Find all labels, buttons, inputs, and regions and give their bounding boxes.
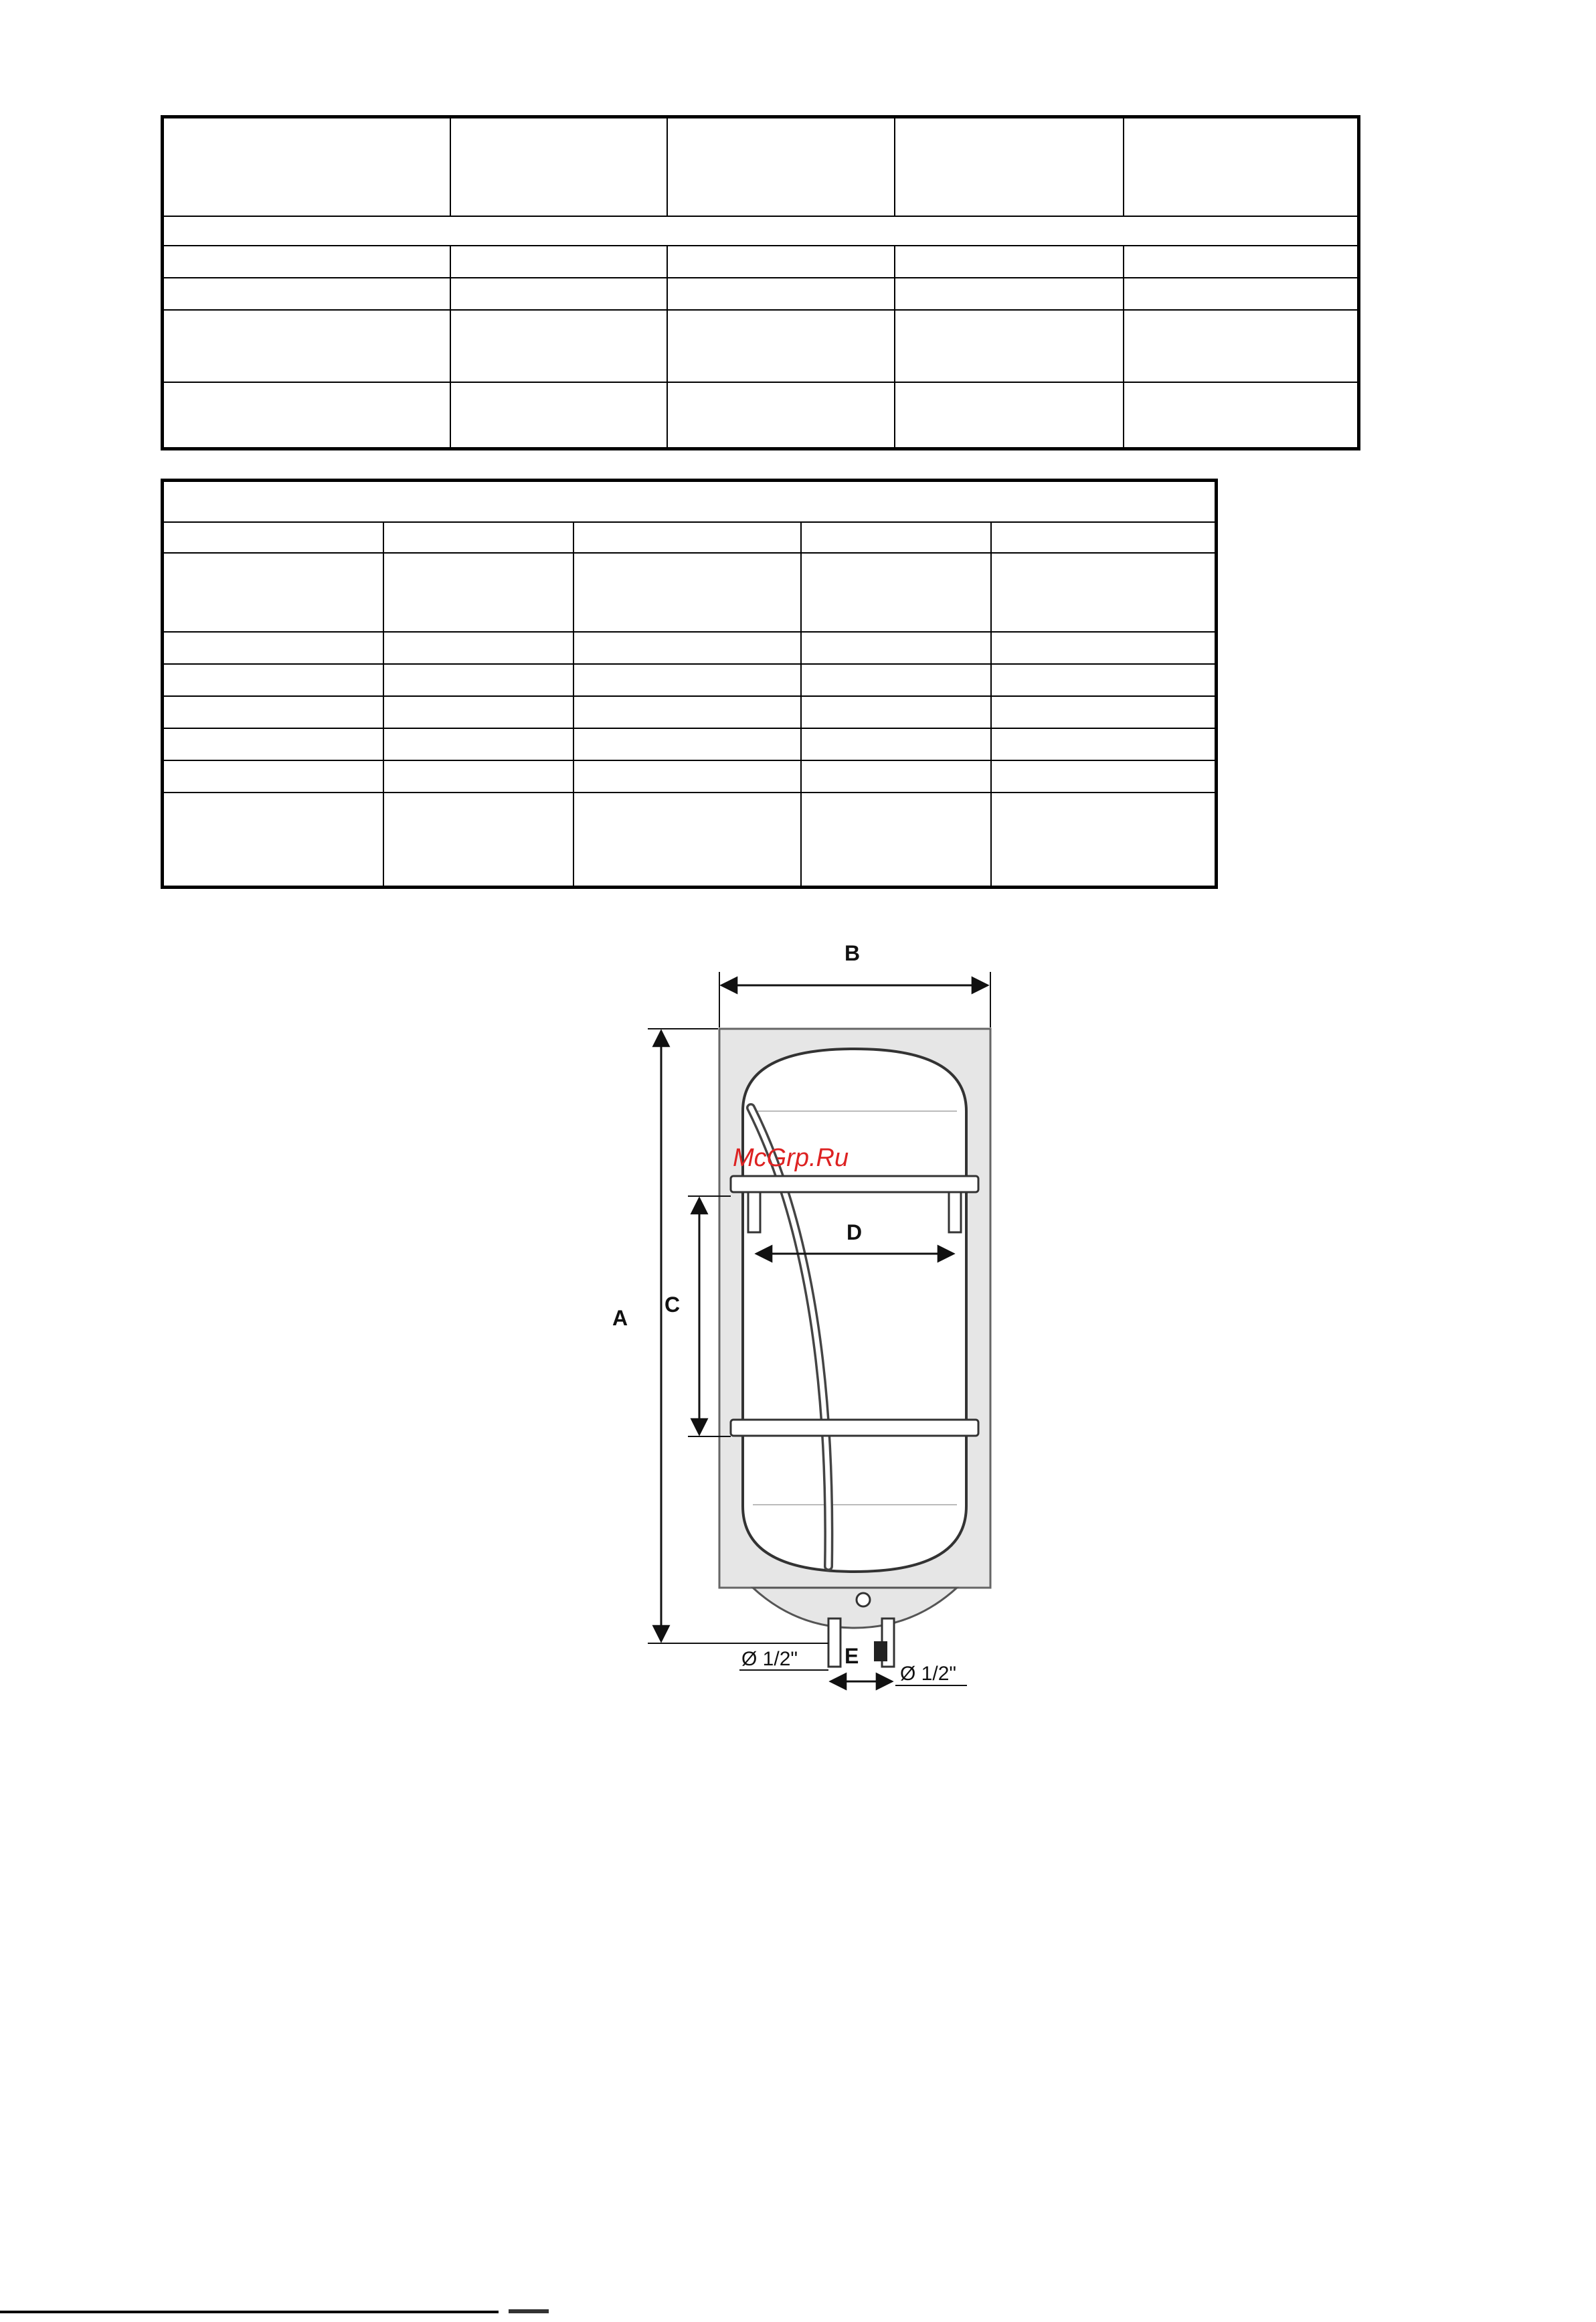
label-e: E xyxy=(845,1644,859,1668)
footer-mark xyxy=(509,2309,549,2313)
heater-tank xyxy=(743,1049,966,1572)
label-d: D xyxy=(847,1220,863,1244)
label-b: B xyxy=(845,941,861,965)
inlet-pipe xyxy=(828,1619,840,1667)
footer-rule xyxy=(0,2311,499,2313)
watermark: McGrp.Ru xyxy=(733,1144,849,1172)
lower-mounting-bracket xyxy=(731,1420,978,1436)
flange xyxy=(857,1593,870,1606)
label-c: C xyxy=(664,1293,681,1317)
label-a: A xyxy=(612,1306,628,1330)
heater-bottom-cap xyxy=(753,1588,957,1628)
safety-valve xyxy=(874,1641,887,1661)
inlet-diameter-label: Ø 1/2" xyxy=(741,1648,798,1670)
outlet-diameter-label: Ø 1/2" xyxy=(900,1663,957,1685)
